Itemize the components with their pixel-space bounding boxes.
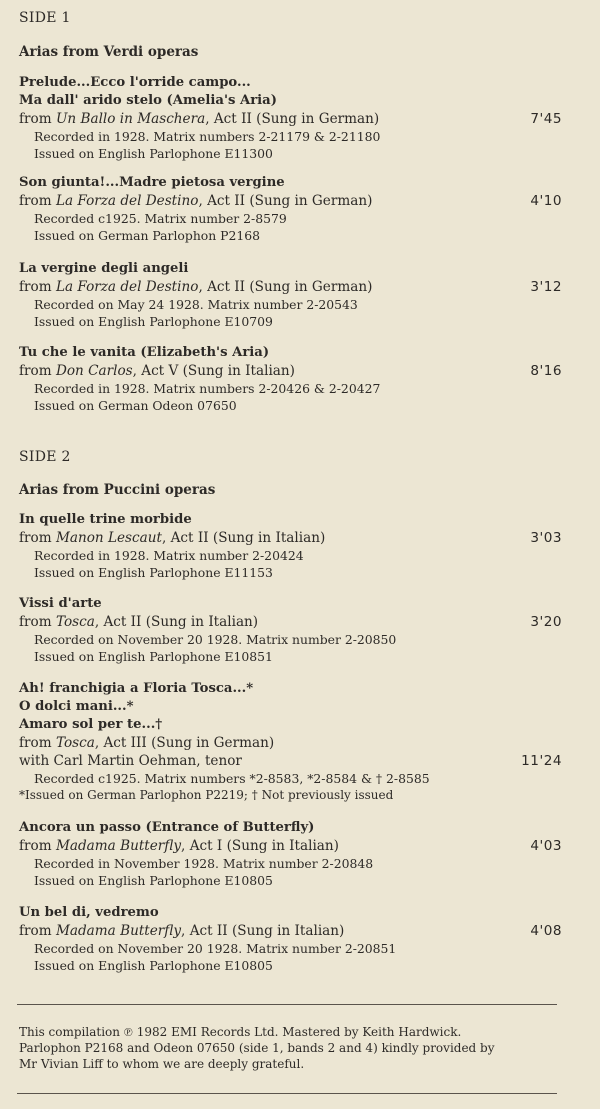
opera-title: Manon Lescaut xyxy=(55,530,162,546)
footer-credits xyxy=(19,1024,569,1072)
track-issue-info: Issued on German Parlophon P2168 xyxy=(34,228,261,243)
track-performer: with Carl Martin Oehman, tenor 11'24 xyxy=(19,753,562,769)
opera-title: La Forza del Destino xyxy=(55,279,199,295)
track-duration: 7'45 xyxy=(530,111,562,127)
track-issue-info: Issued on English Parlophone E10851 xyxy=(34,649,273,664)
track-recording-info: Recorded c1925. Matrix numbers *2-8583, *2-8584 & † 2-8585 xyxy=(34,771,430,786)
track-issue-info: Issued on English Parlophone E10709 xyxy=(34,314,273,329)
opera-title: Madama Butterfly xyxy=(55,838,182,854)
track-source: from Don Carlos, Act V (Sung in Italian) 8'16 xyxy=(19,363,562,379)
track-duration: 3'03 xyxy=(530,530,562,546)
track-footnote: *Issued on German Parlophon P2219; † Not previously issued xyxy=(19,788,394,802)
track-title: Vissi d'arte xyxy=(19,596,102,611)
track-title: Ma dall' arido stelo (Amelia's Aria) xyxy=(19,93,277,108)
track-issue-info: Issued on English Parlophone E10805 xyxy=(34,958,273,973)
side-2-track-4 xyxy=(19,819,564,889)
side-2-track-1 xyxy=(19,511,564,581)
track-recording-info: Recorded in 1928. Matrix numbers 2-20426 & 2-20427 xyxy=(34,381,381,396)
opera-title: Tosca xyxy=(55,614,95,630)
side-1-track-3 xyxy=(19,260,564,330)
track-title: In quelle trine morbide xyxy=(19,512,192,527)
track-recording-info: Recorded in 1928. Matrix numbers 2-21179 & 2-21180 xyxy=(34,129,381,144)
side-2-track-3 xyxy=(19,680,564,804)
side-2-section-title: Arias from Puccini operas xyxy=(19,482,216,498)
track-duration: 4'10 xyxy=(530,193,562,209)
divider-top xyxy=(17,1004,557,1005)
track-issue-info: Issued on German Odeon 07650 xyxy=(34,398,237,413)
track-recording-info: Recorded on November 20 1928. Matrix number 2-20851 xyxy=(34,941,397,956)
track-source: from Madama Butterfly, Act II (Sung in Italian) 4'08 xyxy=(19,923,562,939)
track-title: La vergine degli angeli xyxy=(19,261,189,276)
track-duration: 4'08 xyxy=(530,923,562,939)
track-source: from Manon Lescaut, Act II (Sung in Italian) 3'03 xyxy=(19,530,562,546)
track-title: Tu che le vanita (Elizabeth's Aria) xyxy=(19,345,270,360)
track-recording-info: Recorded on May 24 1928. Matrix number 2-20543 xyxy=(34,297,358,312)
side-2-track-5 xyxy=(19,904,564,974)
track-source: from La Forza del Destino, Act II (Sung in German) 3'12 xyxy=(19,279,562,295)
track-title: Son giunta!...Madre pietosa vergine xyxy=(19,175,285,190)
divider-bottom xyxy=(17,1093,557,1094)
side-1-track-2 xyxy=(19,174,564,244)
track-source: from Madama Butterfly, Act I (Sung in Italian) 4'03 xyxy=(19,838,562,854)
track-issue-info: Issued on English Parlophone E10805 xyxy=(34,873,273,888)
opera-title: Tosca xyxy=(55,735,95,751)
side-1-section-title: Arias from Verdi operas xyxy=(19,44,199,60)
opera-title: Un Ballo in Maschera xyxy=(55,111,206,127)
track-title: Un bel di, vedremo xyxy=(19,905,159,920)
track-title: Ancora un passo (Entrance of Butterfly) xyxy=(19,820,315,835)
footer-line: This compilation ℗ 1982 EMI Records Ltd. Mastered by Keith Hardwick. xyxy=(19,1025,462,1039)
opera-title: Madama Butterfly xyxy=(55,923,182,939)
track-recording-info: Recorded in November 1928. Matrix number 2-20848 xyxy=(34,856,374,871)
track-title: O dolci mani...* xyxy=(19,699,134,714)
footer-line: Parlophon P2168 and Odeon 07650 (side 1, bands 2 and 4) kindly provided by xyxy=(19,1041,495,1055)
track-issue-info: Issued on English Parlophone E11153 xyxy=(34,565,273,580)
track-duration: 4'03 xyxy=(530,838,562,854)
track-duration: 3'20 xyxy=(530,614,562,630)
side-1-track-1 xyxy=(19,74,564,162)
track-source: from La Forza del Destino, Act II (Sung in German) 4'10 xyxy=(19,193,562,209)
side-2-heading: SIDE 2 xyxy=(19,449,71,465)
track-recording-info: Recorded on November 20 1928. Matrix number 2-20850 xyxy=(34,632,397,647)
track-duration: 8'16 xyxy=(530,363,562,379)
track-issue-info: Issued on English Parlophone E11300 xyxy=(34,146,273,161)
track-source: from Tosca, Act III (Sung in German) xyxy=(19,735,275,751)
track-duration: 3'12 xyxy=(530,279,562,295)
opera-title: La Forza del Destino xyxy=(55,193,199,209)
side-1-heading: SIDE 1 xyxy=(19,10,71,26)
track-recording-info: Recorded c1925. Matrix number 2-8579 xyxy=(34,211,287,226)
side-1-track-4 xyxy=(19,344,564,414)
track-title: Amaro sol per te...† xyxy=(19,717,163,732)
footer-line: Mr Vivian Liff to whom we are deeply grateful. xyxy=(19,1057,305,1071)
side-2-track-2 xyxy=(19,595,564,665)
track-duration: 11'24 xyxy=(521,753,562,769)
track-recording-info: Recorded in 1928. Matrix number 2-20424 xyxy=(34,548,304,563)
track-title: Ah! franchigia a Floria Tosca...* xyxy=(19,681,254,696)
opera-title: Don Carlos xyxy=(55,363,133,379)
track-source: from Tosca, Act II (Sung in Italian) 3'20 xyxy=(19,614,562,630)
track-source: from Un Ballo in Maschera, Act II (Sung in German) 7'45 xyxy=(19,111,562,127)
track-title: Prelude...Ecco l'orride campo... xyxy=(19,75,251,90)
